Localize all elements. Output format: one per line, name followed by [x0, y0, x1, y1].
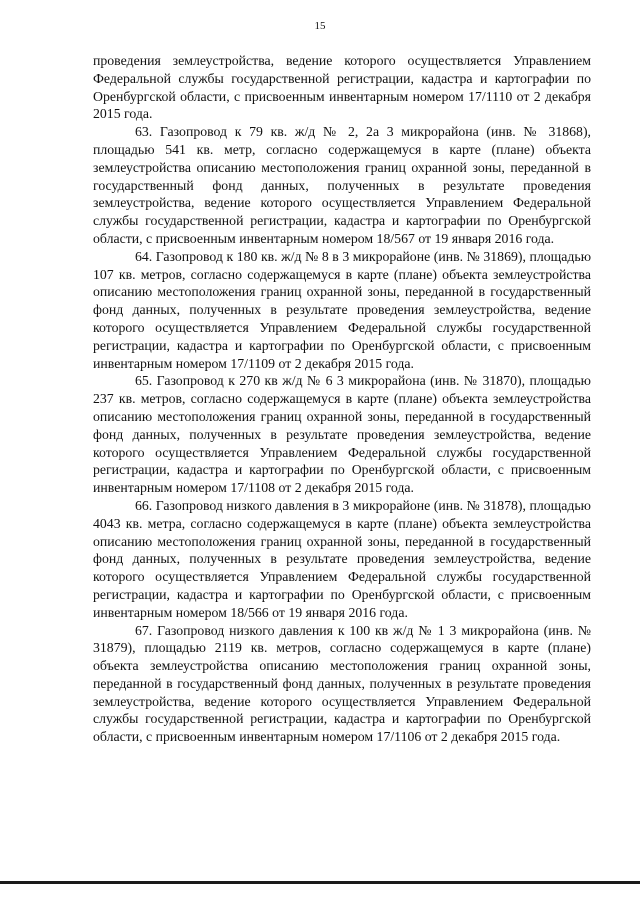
paragraph-65: 65. Газопровод к 270 кв ж/д № 6 3 микрорайона (инв. № 31870), площадью 237 кв. метров, согласно содержащемуся в карте (плане) объекта землеустройства описанию местоположения границ охранной зоны, переданной в государственный фонд данных, полученных в результате проведения землеустройства, ведение которого осуществляется Управлением Федеральной службы государственной регистрации, кадастра и картографии по Оренбургской области, с присвоенным инвентарным номером 17/1108 от 2 декабря 2015 года.	[93, 373, 591, 496]
paragraph-66: 66. Газопровод низкого давления в 3 микрорайоне (инв. № 31878), площадью 4043 кв. метра, согласно содержащемуся в карте (плане) объекта землеустройства описанию местоположения границ охранной зоны, переданной в государственный фонд данных, полученных в результате проведения землеустройства, ведение которого осуществляется Управлением Федеральной службы государственной регистрации, кадастра и картографии по Оренбургской области, с присвоенным инвентарным номером 18/566 от 19 января 2016 года.	[93, 497, 591, 620]
document-body	[93, 52, 591, 746]
page-number: 15	[314, 20, 326, 32]
paragraph-63: 63. Газопровод к 79 кв. ж/д № 2, 2а 3 микрорайона (инв. № 31868), площадью 541 кв. метр, согласно содержащемуся в карте (плане) объекта землеустройства описанию местоположения границ охранной зоны, переданной в государственный фонд данных, полученных в результате проведения землеустройства, ведение которого осуществляется Управлением Федеральной службы государственной регистрации, кадастра и картографии по Оренбургской области, с присвоенным инвентарным номером 18/567 от 19 января 2016 года.	[93, 124, 591, 246]
paragraph-64: 64. Газопровод к 180 кв. ж/д № 8 в 3 микрорайоне (инв. № 31869), площадью 107 кв. метров, согласно содержащемуся в карте (плане) объекта землеустройства описанию местоположения границ охранной зоны, переданной в государственный фонд данных, полученных в результате проведения землеустройства, ведение которого осуществляется Управлением Федеральной службы государственной регистрации, кадастра и картографии по Оренбургской области, с присвоенным инвентарным номером 17/1109 от 2 декабря 2015 года.	[93, 248, 591, 371]
bottom-divider	[0, 881, 640, 884]
paragraph-67: 67. Газопровод низкого давления к 100 кв ж/д № 1 3 микрорайона (инв. № 31879), площадью 2119 кв. метров, согласно содержащемуся в карте (плане) объекта землеустройства описанию местоположения границ охранной зоны, переданной в государственный фонд данных, полученных в результате проведения землеустройства, ведение которого осуществляется Управлением Федеральной службы государственной регистрации, кадастра и картографии по Оренбургской области, с присвоенным инвентарным номером 17/1106 от 2 декабря 2015 года.	[93, 622, 591, 745]
continuation-paragraph: проведения землеустройства, ведение которого осуществляется Управлением Федеральной службы государственной регистрации, кадастра и картографии по Оренбургской области, с присвоенным инвентарным номером 17/1110 от 2 декабря 2015 года.	[93, 53, 591, 122]
